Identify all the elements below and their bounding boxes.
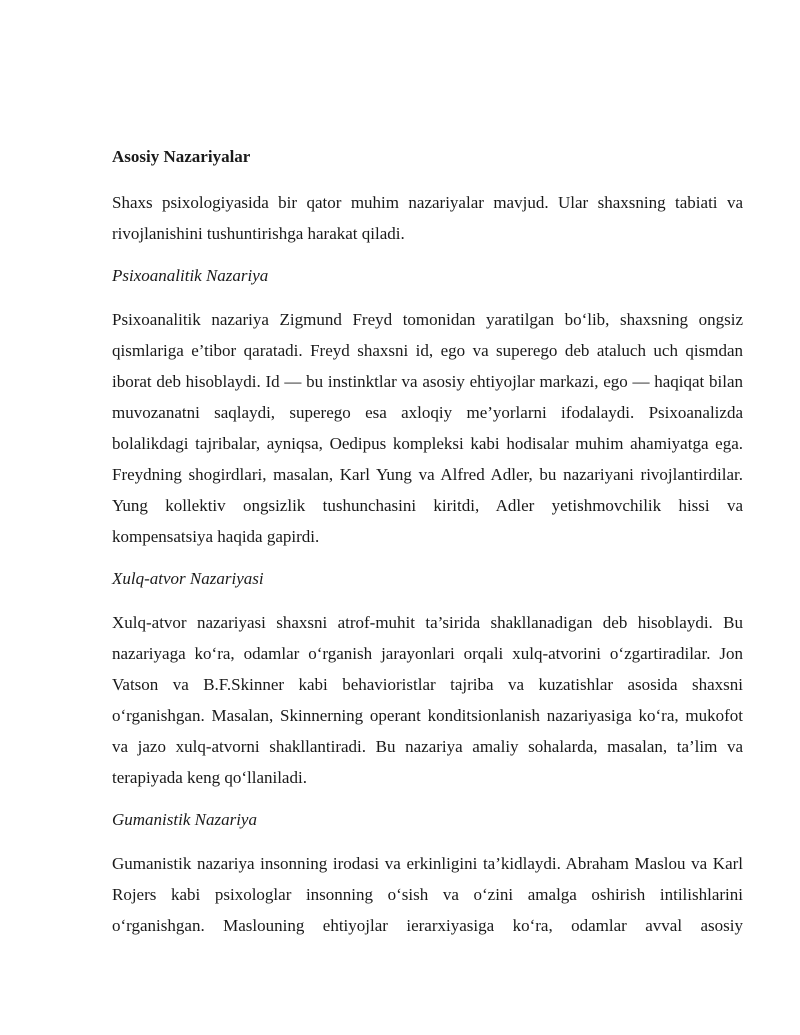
section-body-behavioral: Xulq-atvor nazariyasi shaxsni atrof-muhit ta’sirida shakllanadigan deb hisoblaydi. Bu nazariyaga ko‘ra, odamlar o‘rganish jarayonlari orqali xulq-atvorini o‘zgartiradilar. Jon Vatson va B.F.Skinner kabi behavioristlar tajriba va kuzatishlar asosida shaxsni o‘rganishgan. Masalan, Skinnerning operant konditsionlanish nazariyasiga ko‘ra, mukofot va jazo xulq-atvorni shakllantiradi. Bu nazariya amaliy sohalarda, masalan, ta’lim va terapiyada keng qo‘llaniladi. — [112, 613, 743, 787]
intro-paragraph: Shaxs psixologiyasida bir qator muhim nazariyalar mavjud. Ular shaxsning tabiati va rivojlanishini tushuntirishga harakat qiladi. — [112, 193, 743, 243]
document-page — [112, 143, 743, 954]
section-body-humanistic: Gumanistik nazariya insonning irodasi va erkinligini ta’kidlaydi. Abraham Maslou va Karl Rojers kabi psixologlar insonning o‘sish va o‘zini amalga oshirish intilishlarini o‘rganishgan. Maslouning ehtiyojlar ierarxiyasiga ko‘ra, odamlar avval asosiy — [112, 854, 743, 935]
document-title: Asosiy Nazariyalar — [112, 147, 251, 166]
section-heading-behavioral: Xulq-atvor Nazariyasi — [112, 569, 264, 588]
section-body-psychoanalytic: Psixoanalitik nazariya Zigmund Freyd tomonidan yaratilgan bo‘lib, shaxsning ongsiz qismlariga e’tibor qaratadi. Freyd shaxsni id, ego va superego deb ataluch uch qismdan iborat deb hisoblaydi. Id — bu instinktlar va asosiy ehtiyojlar markazi, ego — haqiqat bilan muvozanatni saqlaydi, superego esa axloqiy me’yorlarni ifodalaydi. Psixoanalizda bolalikdagi tajribalar, ayniqsa, Oedipus kompleksi kabi hodisalar muhim ahamiyatga ega. Freydning shogirdlari, masalan, Karl Yung va Alfred Adler, bu nazariyani rivojlantirdilar. Yung kollektiv ongsizlik tushunchasini kiritdi, Adler yetishmovchilik hissi va kompensatsiya haqida gapirdi. — [112, 310, 743, 546]
section-heading-humanistic: Gumanistik Nazariya — [112, 810, 257, 829]
section-heading-psychoanalytic: Psixoanalitik Nazariya — [112, 266, 269, 285]
